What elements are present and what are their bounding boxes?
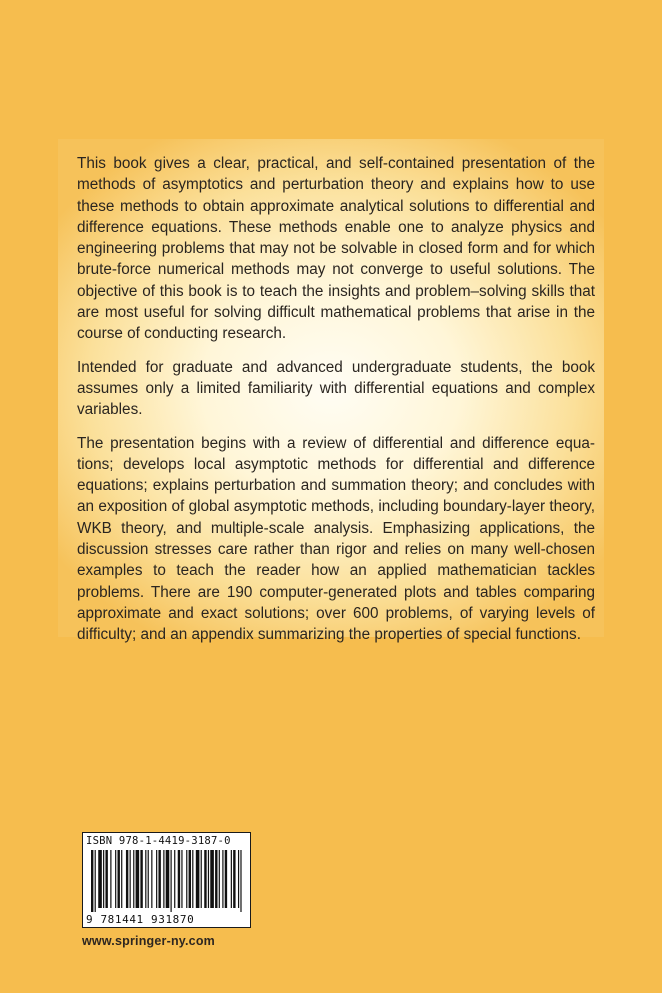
isbn-barcode-block [82,832,251,928]
back-cover-description [77,153,595,646]
publisher-url: www.springer-ny.com [82,934,215,948]
description-paragraph-1: This book gives a clear, practical, and self-contained presentation of the methods of asymptotics and perturbation theory and explains how to use these methods to obtain approximate analytical solutions to differential and difference equations. These methods enable one to analyze physics and engineering problems that may not be solvable in closed form and for which brute-force numerical methods may not converge to useful solutions. The objective of this book is to teach the insights and problem–solving skills that are most useful for solving difficult mathematical problems that arise in the course of conducting research. [77,155,595,343]
barcode-icon [91,850,244,912]
description-paragraph-3: The presentation begins with a review of differential and difference equations; develops local asymptotic methods for differential and difference equations; explains perturbation and summation theory; and concludes with an exposition of global asymptotic methods, including boundary-layer theory, WKB theory, and multiple-scale analysis. Emphasizing applications, the discussion stresses care rather than rigor and relies on many well-chosen examples to teach the reader how an applied mathematician tackles problems. There are 190 computer-generated plots and tables comparing approximate and exact solutions; over 600 problems, of varying levels of difficulty; and an appendix summarizing the properties of special functions. [77,434,595,644]
ean-digits: 9 781441 931870 [86,913,195,926]
description-paragraph-2: Intended for graduate and advanced undergraduate students, the book assumes only a limited familiarity with differential equations and complex variables. [77,358,595,419]
isbn-label: ISBN 978-1-4419-3187-0 [86,835,231,847]
